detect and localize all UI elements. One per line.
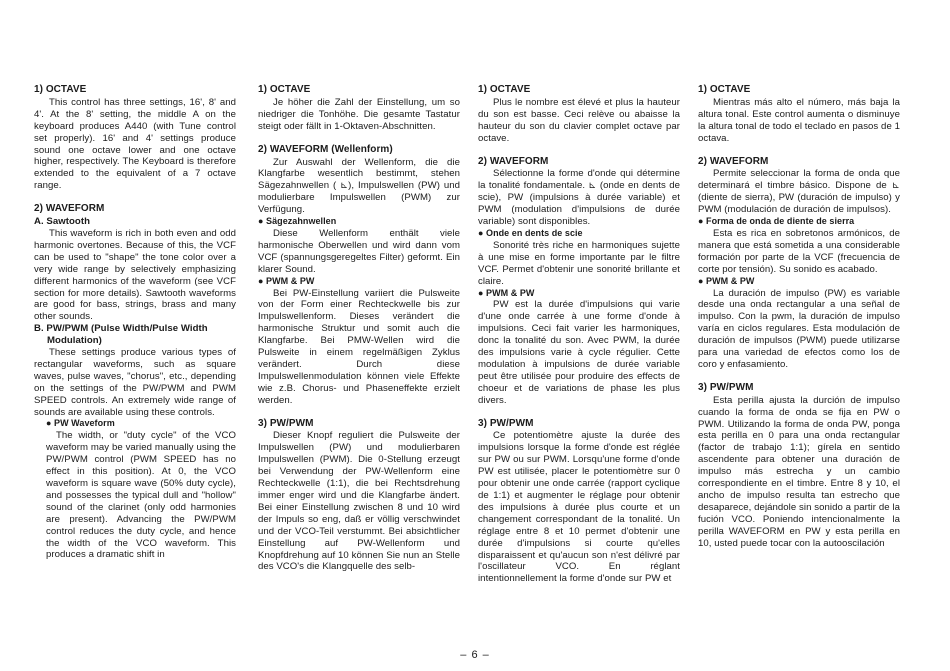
section-title-octave: 1) OCTAVE <box>34 84 87 95</box>
subsection-title-pwpwm: B. PW/PWM (Pulse Width/Pulse Width <box>34 323 208 335</box>
bullet-pwm-pw: ● PWM & PW <box>698 275 755 286</box>
column-german <box>258 84 460 573</box>
section-title-waveform: 2) WAVEFORM <box>34 203 105 215</box>
section-title-waveform: 2) WAVEFORM (Wellenform) <box>258 143 393 155</box>
paragraph: This waveform is rich in both even and odd harmonic overtones. Because of this, the VCF can be used to "shape" the tone color over a very wide range by selectively emphasizing different harmonics of the waveform (see VCF section for more details). Sawtooth waveforms are good for bass, strings, brass and many other sounds. <box>34 227 236 323</box>
subsection-title-sawtooth: A. Sawtooth <box>34 216 90 228</box>
column-french <box>478 84 680 585</box>
section-title-waveform: 2) WAVEFORM <box>478 155 549 167</box>
paragraph: These settings produce various types of rectangular waveforms, such as square waves, pulse waves, "chorus", etc., depending on the settings of the PW/PWM and PWM SPEED controls. An extremely wide range of sounds are available using these controls. <box>34 347 236 418</box>
paragraph: Sélectionne la forme d'onde qui détermine la tonalité fondamentale. ⊾ (onde en dents de scie), PW (impulsions à durée variable) et PWM (modulation d'impulsions de durée variable) sont disponibles. <box>478 168 680 228</box>
paragraph: Permite seleccionar la forma de onda que determinará el timbre básico. Dispone de ⊾ (diente de sierra), PW (duración de impulso) y PWM (modulación de duración de impulsos). <box>698 168 900 216</box>
bullet-pw-waveform: ● PW Waveform <box>46 418 115 429</box>
paragraph: Bei PW-Einstellung variiert die Pulsweite von der Form einer Rechteckwelle bis zur Impulswellenform. Dieses verändert die harmonische Struktur und somit auch die Klangfarbe. Bei PMW-Wellen wird die Pulsweite in einem regelmäßigen Zyklus verändert. Durch diese Impulswellenmodulation können viele Effekte wie z.B. Chorus- und Phaseneffekte erzielt werden. <box>258 287 460 406</box>
bullet-pwm-pw: ● PWM & PW <box>478 287 535 298</box>
bullet-diente-de-sierra: ● Forma de onda de diente de sierra <box>698 216 855 227</box>
bullet-saegezahnwellen: ● Sägezahnwellen <box>258 216 337 227</box>
column-spanish <box>698 84 900 550</box>
paragraph: The width, or "duty cycle" of the VCO waveform may be varied manually using the PW/PWM control (PWM SPEED has no effect in this position). At 0, the VCO waveform is square wave (50% duty cycle), and possesses the typical dull and "hollow" sound of the clarinet (only odd harmonies are present). Advancing the PW/PWM control reduces the duty cycle, and hence the width of the VCO waveform. This produces a dramatic shift in <box>46 430 236 561</box>
section-title-pwpwm: 3) PW/PWM <box>478 417 534 429</box>
paragraph: Esta es rica en sobretonos armónicos, de manera que está sometida a una considerable formación por parte de la VCF (frecuencia de corte por tensión). Su sonido es acabado. <box>698 227 900 275</box>
paragraph: Dieser Knopf reguliert die Pulsweite der Impulswellen (PW) und modulierbaren Impulswellen (PWM). Die 0-Stellung erzeugt bei Verwendung der PW-Wellenform eine Rechteckwelle (1:1), die bei Rechtsdrehung immer enger wird und die Klangfarbe ändert. Bei einer Einstellung zwischen 8 und 10 wird der Impuls so eng, daß er völlig verschwindet und der VCO-Teil verstummt. Bei absichtlicher Einstellung auf PW-Wellenform und Knopfdrehung auf 10 können Sie nun an Stelle des VCO's die Klangquelle des selb- <box>258 430 460 573</box>
section-title-pwpwm: 3) PW/PWM <box>258 417 314 429</box>
bullet-pwm-pw: ● PWM & PW <box>258 275 315 286</box>
section-title-octave: 1) OCTAVE <box>698 84 751 95</box>
column-english <box>34 84 236 561</box>
paragraph: PW est la durée d'impulsions qui varie d'une onde carrée à une forme d'onde à impulsions. Ceci fait varier les harmoniques, donc la tonalité du son. Avec PWM, la durée des impulsions varie à cycle régulier. Cette modulation à impulsions de durée variable peut être utilisée pour produire des effects de choeur et de variations de phase les plus divers. <box>478 299 680 406</box>
section-title-waveform: 2) WAVEFORM <box>698 155 769 167</box>
section-title-octave: 1) OCTAVE <box>478 84 531 95</box>
paragraph: Esta perilla ajusta la durción de impulso cuando la forma de onda se fija en PW o PWM. Utilizando la forma de onda PW, ponga esta perilla en 0 para una onda rectangular (factor de trabajo 1:1); gírela en sentido ascendente para obtener una duración de impulso más estrecha y un cambio correspondiente en el timbre. Entre 8 y 10, el ancho de impulso resulta tan estrecho que desaparece, dejándole sin sonido a partir de la fución VCO. Poniendo intencionalmente la perilla WAVEFORM en PW y esta perilla en 10, usted puede tocar con la autooscilación <box>698 394 900 549</box>
paragraph: Je höher die Zahl der Einstellung, um so niedriger die Tonhöhe. Die gesamte Tastatur steigt oder fällt in 1-Oktaven-Abschnitten. <box>258 96 460 132</box>
bullet-onde-dents-de-scie: ● Onde en dents de scie <box>478 227 583 238</box>
section-title-pwpwm: 3) PW/PWM <box>698 381 754 393</box>
subsection-title-pwpwm-cont: Modulation) <box>47 335 102 347</box>
paragraph: Plus le nombre est élevé et plus la hauteur du son est basse. Ceci relève ou abaisse la hauteur du son du clavier complet octave par octave. <box>478 96 680 144</box>
page-number: – 6 – <box>460 649 490 661</box>
paragraph: Diese Wellenform enthält viele harmonische Oberwellen und wird dann vom VCF (spannungsgeregeltes Filter) geformt. Ein klarer Sound. <box>258 227 460 275</box>
paragraph: Zur Auswahl der Wellenform, die die Klangfarbe wesentlich bestimmt, stehen Sägezahnwellen ( ⊾), Impulswellen (PW) und modulierbare Impulswellen (PWM) zur Verfügung. <box>258 156 460 216</box>
paragraph: Sonorité très riche en harmoniques sujette à une mise en forme importante par le filtre VCF. Permet d'obtenir une sonorité brillante et claire. <box>478 239 680 287</box>
paragraph: Mientras más alto el número, más baja la altura tonal. Este control aumenta o disminuye la altura tonal de todo el teclado en pasos de 1 octava. <box>698 96 900 144</box>
paragraph: La duración de impulso (PW) es variable desde una onda rectangular a una señal de impulso. Con la pwm, la duración de impulso varía en ciclos regulares. Esta modulación de duración de impulsos (PWM) puede utilizarse para una variedad de efectos como los de coro y enfasamiento. <box>698 287 900 370</box>
section-title-octave: 1) OCTAVE <box>258 84 311 95</box>
paragraph: Ce potentiomètre ajuste la durée des impulsions lorsque la forme d'onde est réglée sur PW ou sur PWM. Lorsqu'une forme d'onde PW est utilisée, placer le potentiomètre sur 0 pour obtenir une onde carrée (rapport cyclique de 1:1) et augmenter le réglage pour obtenir des impulsions à durée plus courte et un changement correspondant de la tonalité. Un réglage entre 8 et 10 permet d'obtenir une durée d'impulsions si courte qu'elles disparaissent et qu'aucun son n'est délivré par l'oscillateur VCO. En réglant intentionnellement la forme d'onde sur PW et <box>478 430 680 585</box>
paragraph: This control has three settings, 16', 8' and 4'. At the 8' setting, the middle A on the keyboard produces A440 (with Tune control set properly). 16' and 4' settings produce sound one octave lower and one octave higher, respectively. The Keyboard is therefore extended to the equivalent of a 7 octave range. <box>34 96 236 192</box>
